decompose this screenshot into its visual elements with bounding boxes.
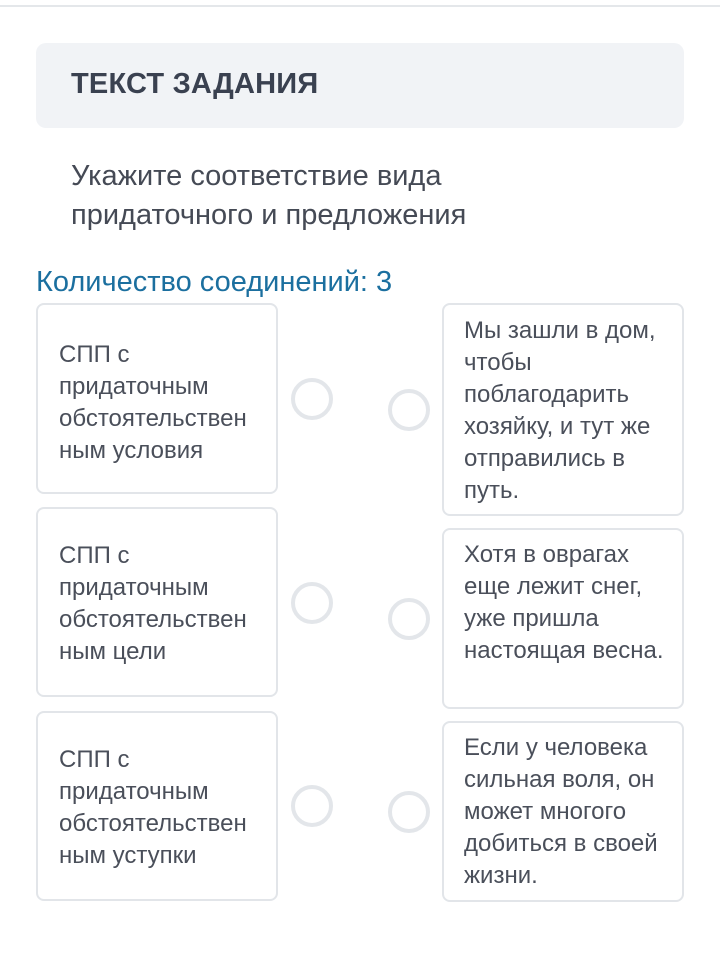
question-text: Укажите соответствие вида придаточного и предложения [71, 160, 467, 231]
left-connector-2[interactable] [291, 582, 333, 624]
left-item-text: СПП с придаточным обстоятельствен ным уступки [59, 746, 247, 869]
right-item-1[interactable] [442, 303, 684, 516]
left-item-1[interactable] [36, 303, 278, 494]
right-connector-3[interactable] [388, 791, 430, 833]
right-item-text: Если у человека сильная воля, он может многого добиться в своей жизни. [464, 734, 658, 889]
left-connector-3[interactable] [291, 785, 333, 827]
right-item-text: Мы зашли в дом, чтобы поблагодарить хозяйку, и тут же отправились в путь. [464, 317, 656, 504]
right-connector-2[interactable] [388, 598, 430, 640]
right-item-3[interactable] [442, 721, 684, 902]
connections-count: Количество соединений: 3 [36, 266, 393, 298]
left-connector-1[interactable] [291, 378, 333, 420]
left-item-3[interactable] [36, 711, 278, 901]
left-item-text: СПП с придаточным обстоятельствен ным условия [59, 341, 247, 464]
right-item-text: Хотя в оврагах еще лежит снег, уже пришла настоящая весна. [464, 541, 664, 664]
right-item-2[interactable] [442, 528, 684, 709]
task-header-title: ТЕКСТ ЗАДАНИЯ [71, 68, 319, 100]
right-connector-1[interactable] [388, 389, 430, 431]
left-item-text: СПП с придаточным обстоятельствен ным цели [59, 542, 247, 665]
left-item-2[interactable] [36, 507, 278, 697]
task-header [36, 43, 684, 128]
top-divider [0, 5, 720, 7]
